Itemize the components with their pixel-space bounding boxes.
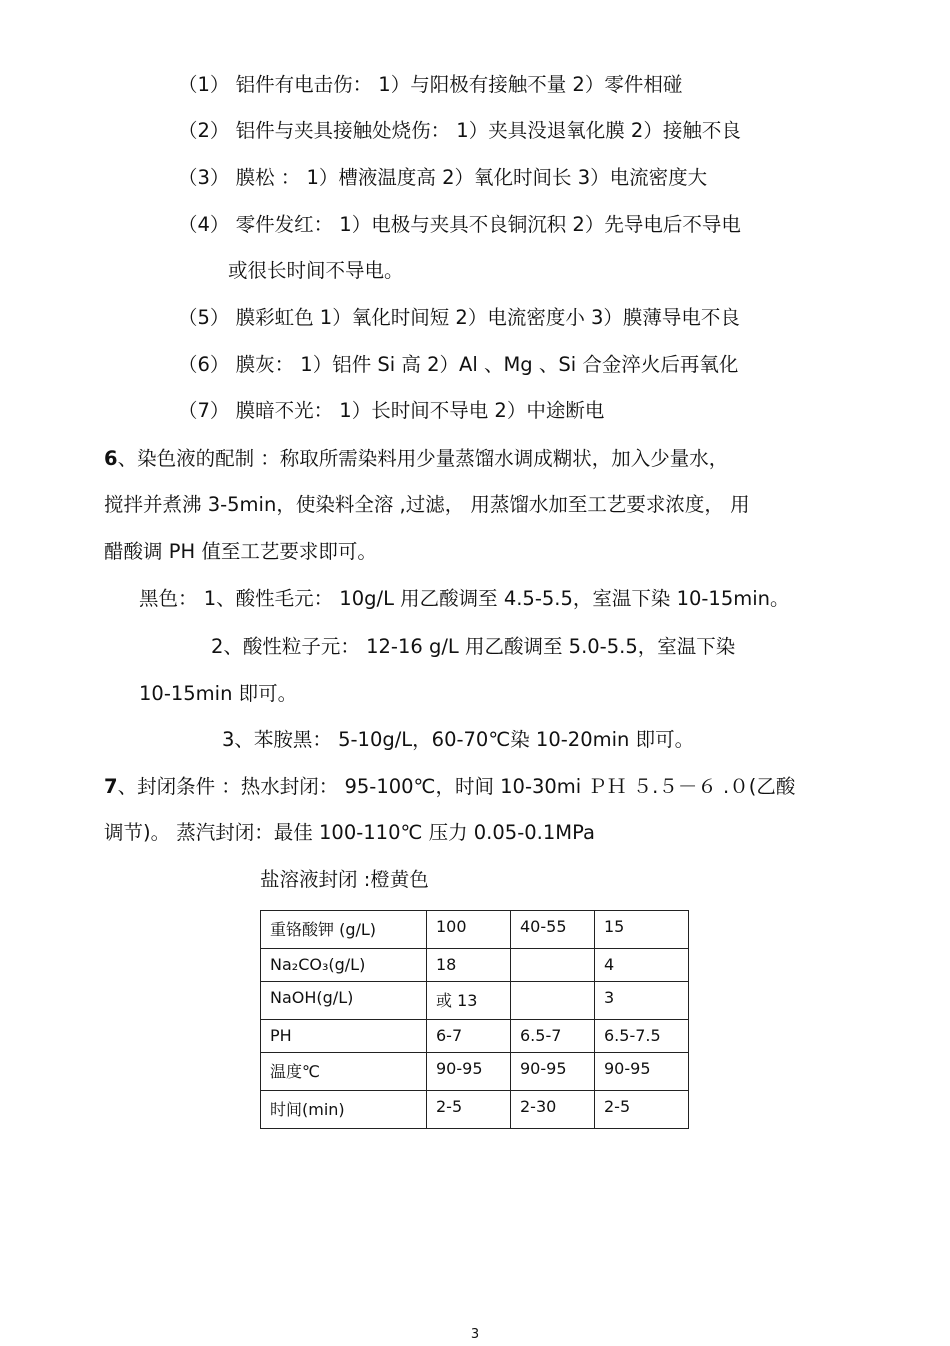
table-cell: 2-30 [511,1091,595,1129]
table-cell: 3 [595,982,689,1020]
table-cell: 90-95 [595,1053,689,1091]
table-cell: 时间(min) [261,1091,427,1129]
table-cell: 温度℃ [261,1053,427,1091]
seal-heading [104,774,795,800]
seal-line-1: 、封闭条件 ：热水封闭： 95-100℃，时间 10-30mi ＰＨ ５.５－６ .０(乙酸 [117,775,796,798]
table-cell: 18 [427,949,511,982]
table-cell: 重铬酸钾 (g/L) [261,911,427,949]
table-cell: NaOH(g/L) [261,982,427,1020]
table-cell: 或 13 [427,982,511,1020]
dye-heading [104,446,728,472]
seal-line-2: 调节)。 蒸汽封闭：最佳 100-110℃ 压力 0.05-0.1MPa [104,821,595,844]
black-dye-2-continued: 10-15min 即可。 [139,682,298,705]
defect-item-7: （7） 膜暗不光： 1）长时间不导电 2）中途断电 [178,399,605,422]
table-cell: PH [261,1020,427,1053]
dye-section-number: 6 [104,447,118,470]
table-cell: 4 [595,949,689,982]
table-row [261,949,689,982]
table-row [261,911,689,949]
table-cell [511,949,595,982]
table-cell: 6-7 [427,1020,511,1053]
dye-line-3: 醋酸调 PH 值至工艺要求即可。 [104,540,377,563]
table-cell: 6.5-7 [511,1020,595,1053]
table-cell: Na₂CO₃(g/L) [261,949,427,982]
salt-seal-table [260,910,689,1129]
salt-seal-title: 盐溶液封闭 :橙黄色 [260,868,429,891]
dye-line-2: 搅拌并煮沸 3-5min，使染料全溶 ,过滤， 用蒸馏水加至工艺要求浓度， 用 [104,493,750,516]
defect-item-4-continued: 或很长时间不导电。 [228,259,404,282]
table-row [261,1091,689,1129]
defect-item-2: （2） 铝件与夹具接触处烧伤： 1）夹具没退氧化膜 2）接触不良 [178,119,741,142]
black-dye-3: 3、苯胺黑： 5-10g/L，60-70℃染 10-20min 即可。 [222,728,695,751]
table-cell: 100 [427,911,511,949]
defect-item-4: （4） 零件发红： 1）电极与夹具不良铜沉积 2）先导电后不导电 [178,213,741,236]
table-row [261,1020,689,1053]
table-cell: 2-5 [595,1091,689,1129]
table-row [261,982,689,1020]
table-row [261,1053,689,1091]
table-cell: 90-95 [511,1053,595,1091]
seal-section-number: 7 [104,775,118,798]
table-cell [511,982,595,1020]
page-number: 3 [470,1327,480,1342]
defect-item-1: （1） 铝件有电击伤： 1）与阳极有接触不量 2）零件相碰 [178,73,683,96]
defect-item-6: （6） 膜灰： 1）铝件 Si 高 2）Al 、Mg 、Si 合金淬火后再氧化 [178,353,739,376]
table-cell: 15 [595,911,689,949]
dye-line-1: 、染色液的配制 ：称取所需染料用少量蒸馏水调成糊状，加入少量水， [117,447,729,470]
table-cell: 90-95 [427,1053,511,1091]
table-cell: 40-55 [511,911,595,949]
black-dye-2: 2、酸性粒子元： 12-16 g/L 用乙酸调至 5.0-5.5，室温下染 [211,635,736,658]
black-dye-1: 黑色： 1、酸性毛元： 10g/L 用乙酸调至 4.5-5.5，室温下染 10-15min。 [139,587,790,610]
table-cell: 2-5 [427,1091,511,1129]
defect-item-3: （3） 膜松 ： 1）槽液温度高 2）氧化时间长 3）电流密度大 [178,166,708,189]
table-cell: 6.5-7.5 [595,1020,689,1053]
defect-item-5: （5） 膜彩虹色 1）氧化时间短 2）电流密度小 3）膜薄导电不良 [178,306,740,329]
